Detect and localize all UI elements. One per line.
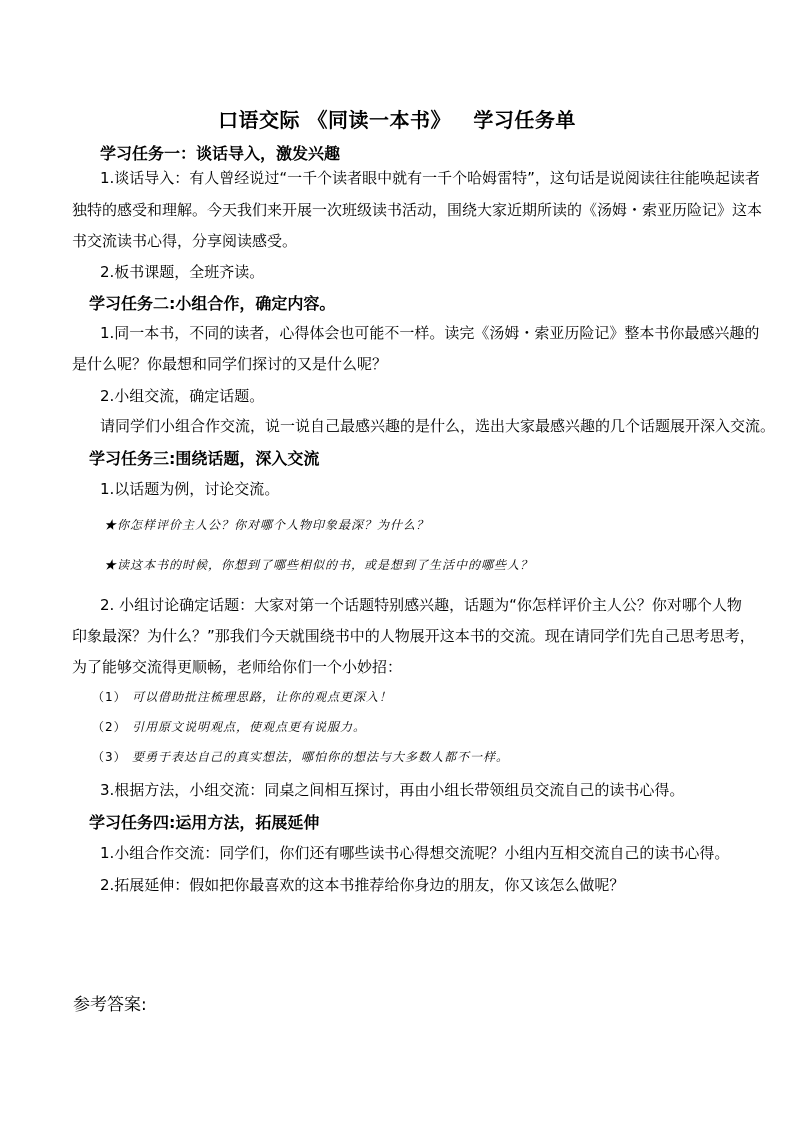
task2-p1-line2: 是什么呢？你最想和同学们探讨的又是什么呢？ [72, 355, 388, 373]
task4-p1: 1.小组合作交流：同学们，你们还有哪些读书心得想交流呢？小组内互相交流自己的读书心得。 [100, 844, 730, 862]
tip-number: （3） [92, 750, 127, 764]
document-title: 口语交际 《同读一本书》 学习任务单 [218, 108, 576, 132]
tip-text: 引用原文说明观点，使观点更有说服力。 [132, 720, 367, 734]
reference-answer-label: 参考答案: [73, 995, 147, 1015]
task1-p1-line3: 书交流读书心得，分享阅读感受。 [72, 232, 298, 250]
task3-p2-line3: 为了能够交流得更顺畅，老师给你们一个小妙招： [72, 658, 403, 676]
task3-topic1: ★你怎样评价主人公？你对哪个人物印象最深？为什么？ [104, 518, 430, 532]
task3-p2-line1: 2. 小组讨论确定话题：大家对第一个话题特别感兴趣，话题为“你怎样评价主人公？你对哪个人物 [100, 596, 742, 614]
tip-number: （1） [92, 690, 127, 704]
task3-heading: 学习任务三:围绕话题，深入交流 [89, 449, 320, 468]
tip-item-2 [92, 718, 366, 735]
tip-text: 可以借助批注梳理思路，让你的观点更深入！ [132, 690, 393, 704]
tip-text: 要勇于表达自己的真实想法，哪怕你的想法与大多数人都不一样。 [132, 750, 510, 764]
tip-item-1 [92, 688, 392, 705]
task1-p1-line2: 独特的感受和理解。今天我们来开展一次班级读书活动，围绕大家近期所读的《汤姆・索亚历险记》这本 [72, 201, 763, 219]
task4-p2: 2.拓展延伸：假如把你最喜欢的这本书推荐给你身边的朋友，你又该怎么做呢？ [100, 876, 625, 894]
task2-heading: 学习任务二:小组合作，确定内容。 [89, 294, 336, 313]
task1-p1-line1: 1.谈话导入：有人曾经说过“一千个读者眼中就有一千个哈姆雷特”，这句话是说阅读往往能唤起读者 [100, 169, 760, 187]
task2-p2: 2.小组交流，确定话题。 [100, 387, 265, 405]
task4-heading: 学习任务四:运用方法，拓展延伸 [89, 813, 320, 832]
tip-number: （2） [92, 720, 127, 734]
task3-p3: 3.根据方法，小组交流：同桌之间相互探讨，再由小组长带领组员交流自己的读书心得。 [100, 781, 685, 799]
task2-p3: 请同学们小组合作交流，说一说自己最感兴趣的是什么，选出大家最感兴趣的几个话题展开深入交流。 [100, 417, 776, 435]
task3-p1: 1.以话题为例，讨论交流。 [100, 480, 280, 498]
task3-topic2: ★读这本书的时候，你想到了哪些相似的书，或是想到了生活中的哪些人？ [104, 558, 534, 572]
task1-heading: 学习任务一：谈话导入，激发兴趣 [100, 144, 341, 163]
tip-item-3 [92, 748, 509, 765]
task2-p1-line1: 1.同一本书，不同的读者，心得体会也可能不一样。读完《汤姆・索亚历险记》整本书你最感兴趣的 [100, 324, 760, 342]
task1-p2: 2.板书课题，全班齐读。 [100, 263, 265, 281]
task3-p2-line2: 印象最深？为什么？”那我们今天就围绕书中的人物展开这本书的交流。现在请同学们先自己思考思考， [72, 627, 755, 645]
